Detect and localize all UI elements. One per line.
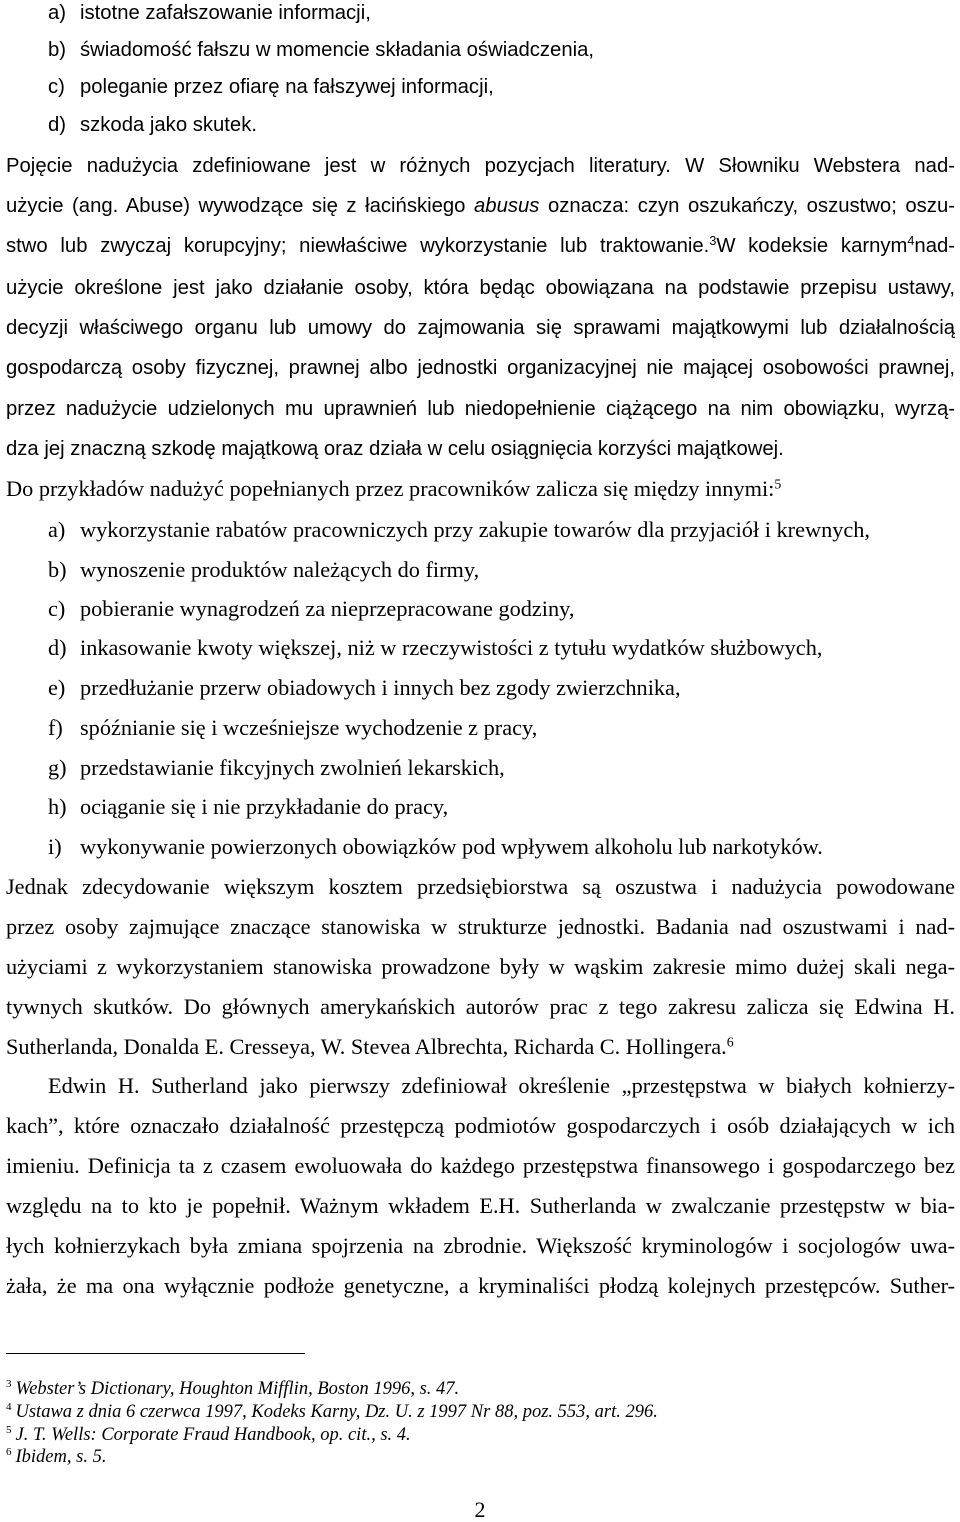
footnote-number: 6	[6, 1446, 12, 1458]
list-item-label: d)	[48, 114, 67, 136]
line-text: oznacza: czyn oszukańczy, oszustwo; oszu-	[539, 195, 955, 217]
footnote	[6, 1378, 946, 1401]
line-text: nad-	[914, 235, 955, 257]
latin-term: abusus	[474, 195, 540, 217]
paragraph-line	[6, 230, 955, 262]
footnote-text: J. T. Wells: Corporate Fraud Handbook, op. cit., s. 4.	[15, 1425, 411, 1445]
list-item-label: d)	[48, 635, 67, 660]
list-item	[48, 0, 948, 29]
footnote-number: 5	[6, 1424, 12, 1436]
footnote-text: Ibidem, s. 5.	[15, 1447, 107, 1467]
footnote-number: 3	[6, 1378, 12, 1390]
list-item-text: szkoda jako skutek.	[80, 114, 257, 136]
list-item-label: b)	[48, 39, 67, 61]
list-item	[48, 672, 948, 704]
list-item-text: przedstawianie fikcyjnych zwolnień lekarskich,	[80, 755, 505, 780]
list-item-label: h)	[48, 794, 67, 819]
list-item	[48, 593, 948, 625]
list-item	[48, 71, 948, 103]
list-item-label: g)	[48, 755, 67, 780]
footnote-text: Webster’s Dictionary, Houghton Mifflin, Boston 1996, s. 47.	[15, 1379, 460, 1399]
list-item-label: a)	[48, 517, 66, 542]
paragraph-line: przez osoby zajmujące znaczące stanowiska w strukturze jednostki. Badania nad oszustwami i nad-	[6, 914, 955, 939]
paragraph-line: względu na to kto je popełnił. Ważnym wkładem E.H. Sutherlanda w zwalczanie przestępstw w bia-	[6, 1193, 955, 1218]
list-item-text: ociąganie się i nie przykładanie do pracy,	[80, 794, 449, 819]
examples-intro	[6, 473, 955, 505]
list-item	[48, 791, 948, 823]
paragraph-line: przez nadużycie udzielonych mu uprawnień lub niedopełnienie ciążącego na nim obowiązku, wyrzą-	[6, 398, 955, 420]
list-item-text: poleganie przez ofiarę na fałszywej informacji,	[80, 76, 494, 98]
paragraph-line: kach”, które oznaczało działalność przestępczą podmiotów gospodarczych i osób działających w ich	[6, 1113, 955, 1138]
list-item-label: f)	[48, 715, 63, 740]
paragraph-first-line: Edwin H. Sutherland jako pierwszy zdefiniował określenie „przestępstwa w białych kołnierzy-	[48, 1073, 955, 1098]
list-item-text: pobieranie wynagrodzeń za nieprzepracowane godziny,	[80, 596, 575, 621]
list-item-label: c)	[48, 76, 65, 98]
list-item-text: spóźnianie się i wcześniejsze wychodzenie z pracy,	[80, 715, 538, 740]
list-item	[48, 752, 948, 784]
paragraph-line: decyzji właściwego organu lub umowy do zajmowania się sprawami majątkowymi lub działalnością	[6, 317, 955, 339]
list-item-text: wynoszenie produktów należących do firmy,	[80, 557, 480, 582]
list-item-label: b)	[48, 557, 67, 582]
line-text: Do przykładów nadużyć popełnianych przez pracowników zalicza się między innymi:	[6, 476, 775, 501]
list-item	[48, 632, 948, 664]
list-item	[48, 109, 948, 141]
list-item	[48, 514, 948, 546]
list-item-text: istotne zafałszowanie informacji,	[80, 2, 371, 24]
footnote-reference: 4	[907, 234, 915, 249]
list-item	[48, 712, 948, 744]
list-item-label: c)	[48, 596, 66, 621]
paragraph-line: żała, że ma ona wyłącznie podłoże genetyczne, a kryminaliści płodzą kolejnych przestępców. Suther-	[6, 1273, 955, 1298]
footnote-reference: 5	[774, 476, 782, 492]
list-item	[48, 554, 948, 586]
list-item-label: a)	[48, 2, 67, 24]
paragraph-line: łych kołnierzykach była zmiana spojrzenia na zbrodnie. Większość kryminologów i socjologów uwa-	[6, 1233, 955, 1258]
paragraph-line: Pojęcie nadużycia zdefiniowane jest w różnych pozycjach literatury. W Słowniku Webstera nad-	[6, 155, 955, 177]
footnote	[6, 1401, 946, 1424]
paragraph-line: dza jej znaczną szkodę majątkową oraz działa w celu osiągnięcia korzyści majątkowej.	[6, 438, 784, 460]
list-item-text: przedłużanie przerw obiadowych i innych bez zgody zwierzchnika,	[80, 675, 681, 700]
footnote	[6, 1424, 946, 1447]
paragraph-line	[6, 190, 955, 222]
list-item-text: świadomość fałszu w momencie składania oświadczenia,	[80, 39, 595, 61]
page-number: 2	[474, 1497, 486, 1522]
list-item-text: wykorzystanie rabatów pracowniczych przy zakupie towarów dla przyjaciół i krewnych,	[80, 517, 870, 542]
footnote-number: 4	[6, 1401, 12, 1413]
line-text: użycie (ang. Abuse) wywodzące się z łacińskiego	[6, 195, 475, 217]
list-item-label: i)	[48, 834, 62, 859]
list-item-label: e)	[48, 675, 66, 700]
paragraph-line: gospodarczą osoby fizycznej, prawnej albo jednostki organizacyjnej nie mającej osobowości prawnej,	[6, 357, 955, 379]
paragraph-line: tywnych skutków. Do głównych amerykańskich autorów prac z tego zakresu zalicza się Edwina H.	[6, 994, 955, 1019]
line-text: stwo lub zwyczaj korupcyjny; niewłaściwe wykorzystanie lub traktowanie.	[6, 235, 710, 257]
paragraph-line: imieniu. Definicja ta z czasem ewoluowała do każdego przestępstwa finansowego i gospodarczego bez	[6, 1153, 955, 1178]
list-item	[48, 831, 948, 863]
paragraph-line: użyciami z wykorzystaniem stanowiska prowadzone były w wąskim zakresie mimo dużej skali nega-	[6, 954, 955, 979]
line-text: Sutherlanda, Donalda E. Cresseya, W. Stevea Albrechta, Richarda C. Hollingera.	[6, 1034, 727, 1059]
paragraph-line: Jednak zdecydowanie większym kosztem przedsiębiorstwa są oszustwa i nadużycia powodowane	[6, 874, 955, 899]
footnote-separator	[6, 1353, 305, 1354]
list-item	[48, 34, 948, 66]
footnote-reference: 6	[726, 1034, 734, 1050]
paragraph-line: użycie określone jest jako działanie osoby, która będąc obowiązana na podstawie przepisu ustawy,	[6, 277, 955, 299]
footnote-reference: 3	[709, 234, 717, 249]
footnote-text: Ustawa z dnia 6 czerwca 1997, Kodeks Karny, Dz. U. z 1997 Nr 88, poz. 553, art. 296.	[15, 1402, 658, 1422]
paragraph-line	[6, 1031, 955, 1063]
list-item-text: wykonywanie powierzonych obowiązków pod wpływem alkoholu lub narkotyków.	[80, 834, 823, 859]
list-item-text: inkasowanie kwoty większej, niż w rzeczywistości z tytułu wydatków służbowych,	[80, 635, 823, 660]
line-text: W kodeksie karnym	[716, 235, 908, 257]
footnote	[6, 1446, 946, 1469]
